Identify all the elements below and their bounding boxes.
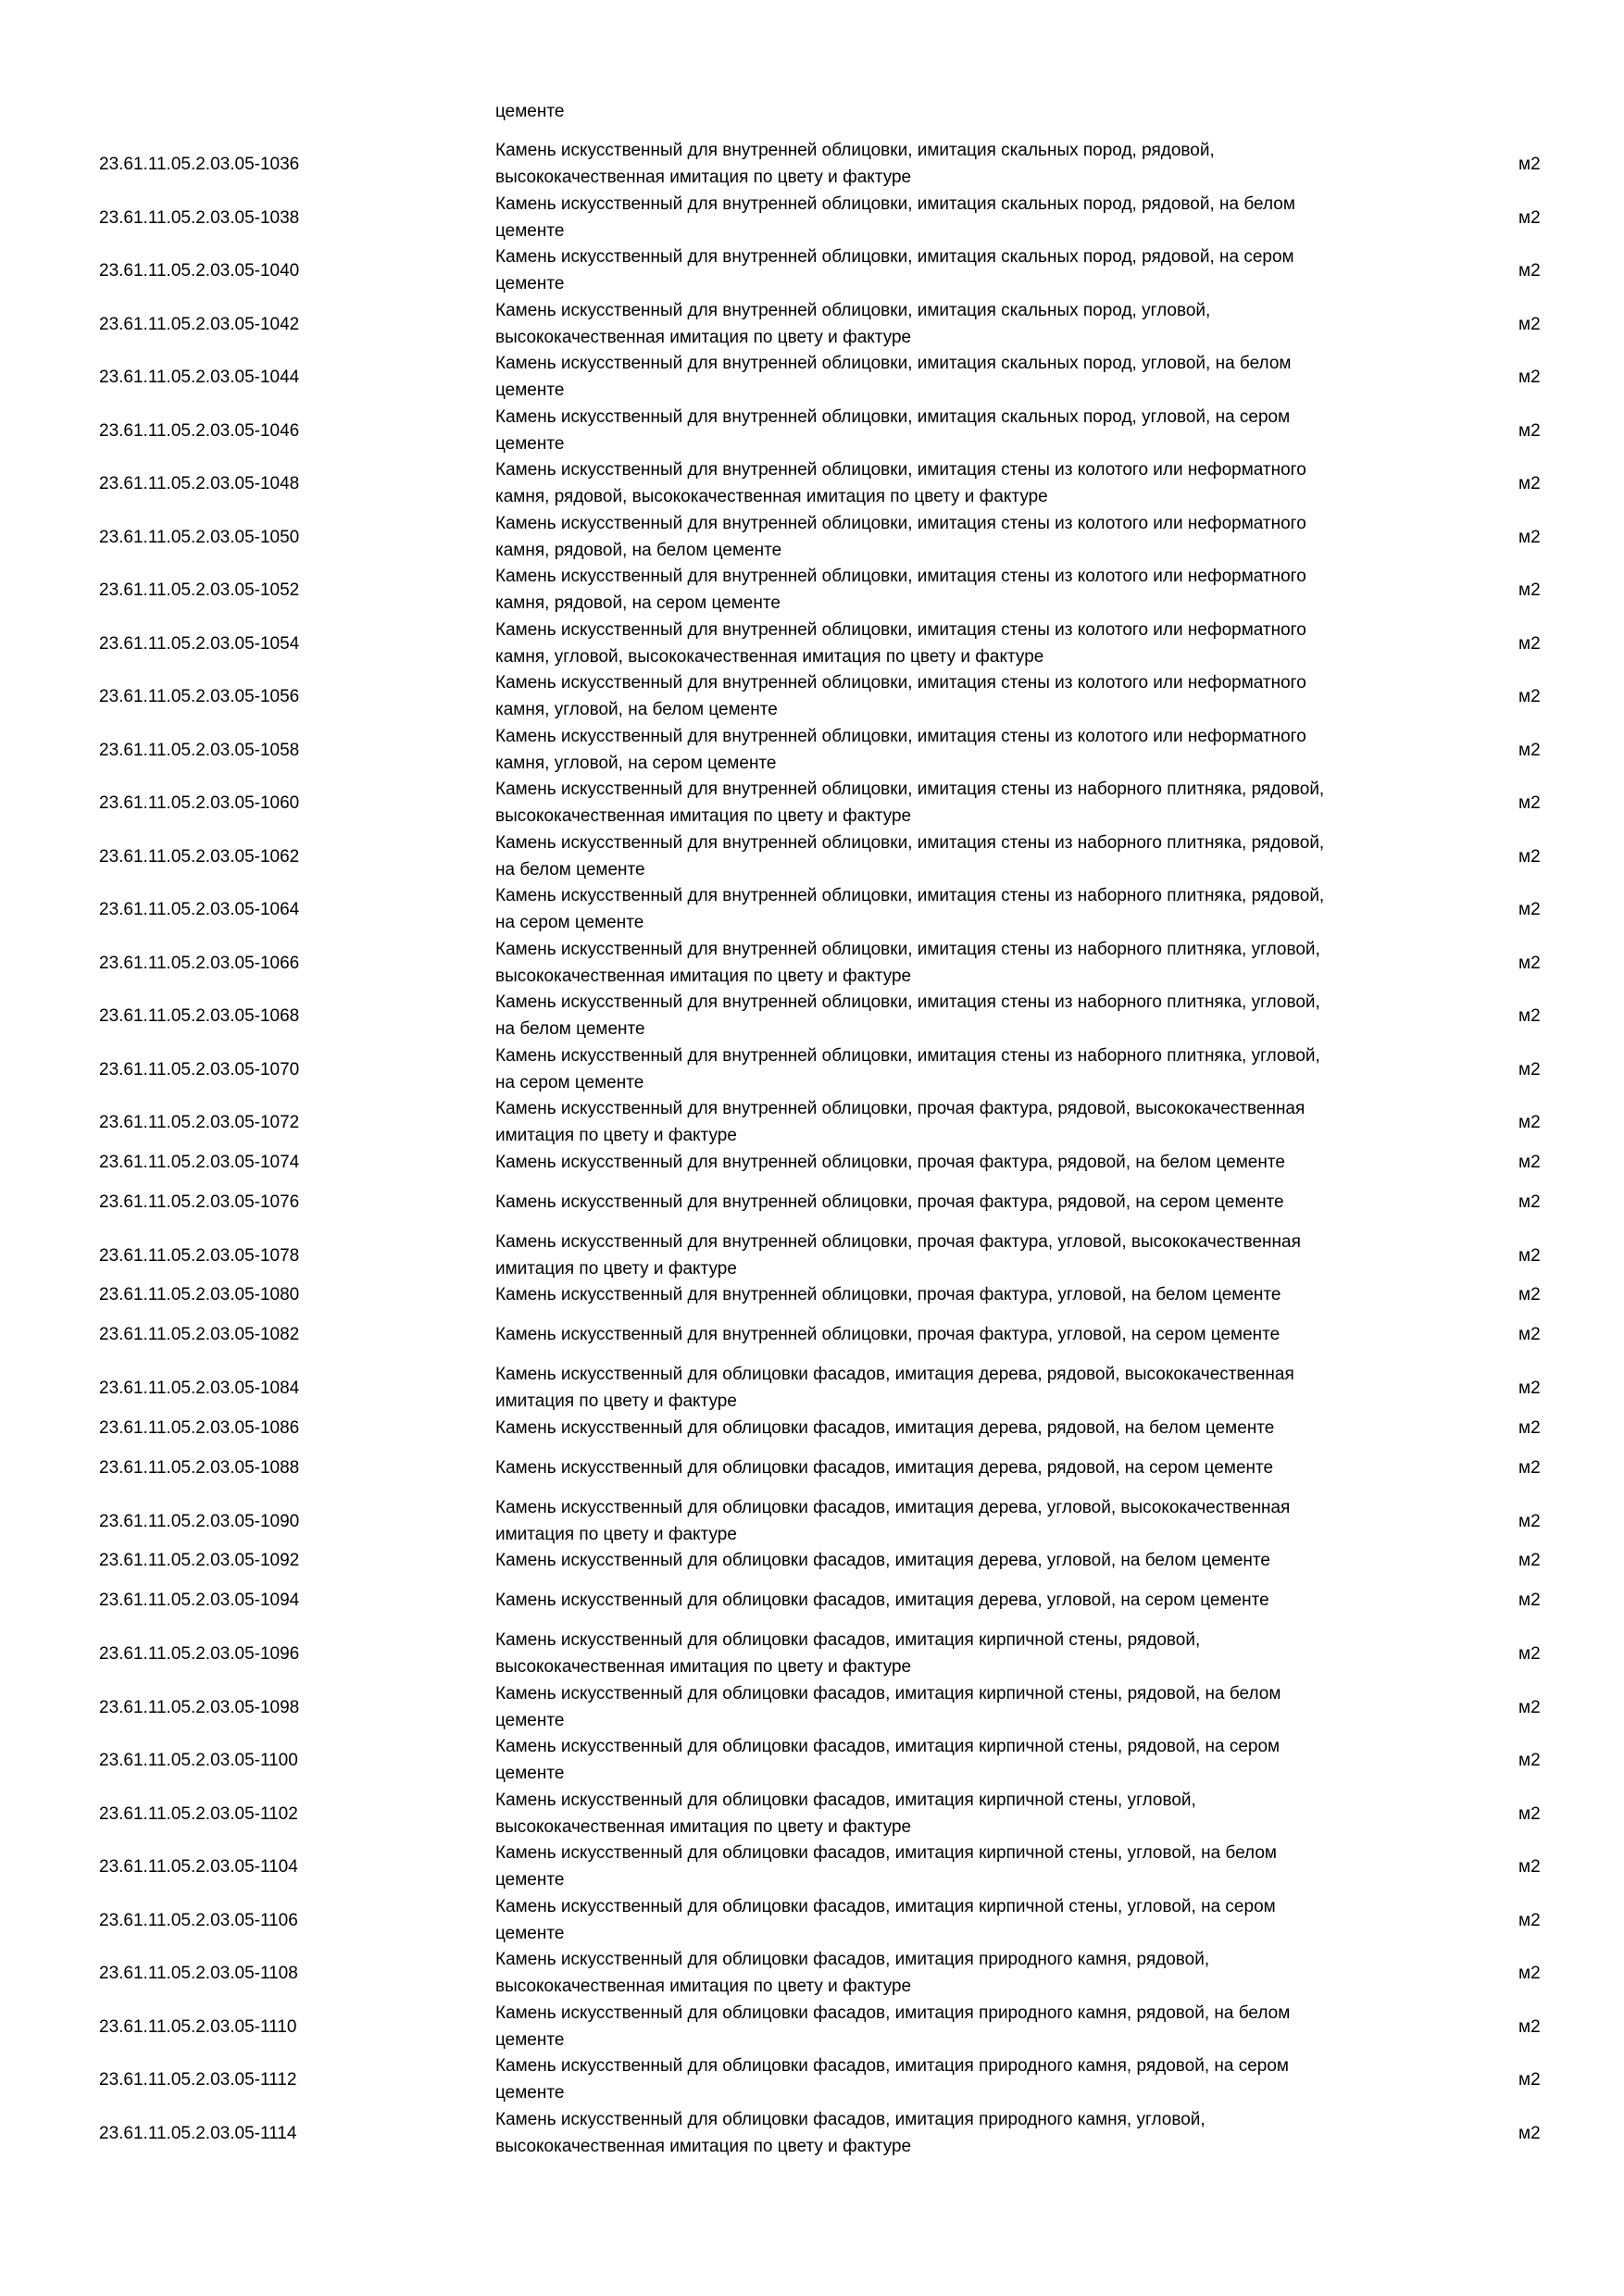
row-unit: м2 <box>1518 1192 1541 1212</box>
row-unit: м2 <box>1518 314 1541 334</box>
table-row <box>0 830 1624 883</box>
table-row <box>0 1587 1624 1614</box>
row-name: Камень искусственный для внутренней облицовки, имитация стены из наборного плитняка, рядовой, на сером цементе <box>495 886 1325 932</box>
row-name: Камень искусственный для внутренней облицовки, прочая фактура, угловой, высококачественная имитация по цвету и фактуре <box>495 1231 1301 1279</box>
row-name: Камень искусственный для внутренней облицовки, имитация скальных пород, угловой, высококачественная имитация по цвету и фактуре <box>495 300 1211 347</box>
table-row <box>0 563 1624 617</box>
row-unit: м2 <box>1518 1551 1541 1570</box>
row-name: Камень искусственный для внутренней облицовки, имитация скальных пород, рядовой, на сером цементе <box>495 247 1294 293</box>
row-name: Камень искусственный для внутренней облицовки, имитация скальных пород, рядовой, на белом цементе <box>495 193 1295 241</box>
row-name: Камень искусственный для внутренней облицовки, имитация стены из колотого или неформатного камня, рядовой, на белом цементе <box>495 513 1306 560</box>
row-name: Камень искусственный для облицовки фасадов, имитация кирпичной стены, рядовой, на белом цементе <box>495 1683 1281 1730</box>
row-unit: м2 <box>1518 793 1541 813</box>
table-row <box>0 1281 1624 1308</box>
continuation-text: цементе <box>495 102 565 121</box>
table-row <box>0 882 1624 936</box>
table-row <box>0 510 1624 564</box>
table-row <box>0 137 1624 191</box>
row-code: 23.61.11.05.2.03.05-1086 <box>99 1417 300 1438</box>
table-row <box>0 404 1624 457</box>
row-code: 23.61.11.05.2.03.05-1104 <box>99 1857 298 1877</box>
row-code: 23.61.11.05.2.03.05-1056 <box>99 687 300 706</box>
row-unit: м2 <box>1518 846 1541 867</box>
row-unit: м2 <box>1518 1245 1541 1266</box>
row-name: Камень искусственный для внутренней облицовки, имитация стены из наборного плитняка, угловой, на сером цементе <box>495 1045 1320 1092</box>
row-code: 23.61.11.05.2.03.05-1066 <box>99 953 300 973</box>
table-row <box>0 456 1624 510</box>
row-unit: м2 <box>1518 1511 1541 1531</box>
row-name: Камень искусственный для облицовки фасадов, имитация дерева, рядовой, на белом цементе <box>495 1417 1275 1438</box>
row-code: 23.61.11.05.2.03.05-1040 <box>99 261 300 281</box>
row-unit: м2 <box>1518 580 1541 600</box>
row-name: Камень искусственный для облицовки фасадов, имитация природного камня, угловой, высококачественная имитация по цвету и фактуре <box>495 2109 1206 2156</box>
row-unit: м2 <box>1518 1591 1541 1610</box>
table-row <box>0 1787 1624 1841</box>
table-row <box>0 1229 1624 1282</box>
table-row <box>0 297 1624 351</box>
table-row <box>0 1893 1624 1947</box>
table-row <box>0 1415 1624 1441</box>
row-unit: м2 <box>1518 1325 1541 1344</box>
row-unit: м2 <box>1518 740 1541 760</box>
row-code: 23.61.11.05.2.03.05-1048 <box>99 474 300 493</box>
row-name: Камень искусственный для облицовки фасадов, имитация кирпичной стены, рядовой, на сером цементе <box>495 1737 1280 1783</box>
table-row <box>0 617 1624 670</box>
row-name: Камень искусственный для внутренней облицовки, имитация стены из колотого или неформатного камня, угловой, на белом цементе <box>495 673 1306 719</box>
row-name: Камень искусственный для внутренней облицовки, имитация стены из колотого или неформатного камня, рядовой, высококачественная имитация по цвету и фактуре <box>495 460 1306 506</box>
row-code: 23.61.11.05.2.03.05-1100 <box>99 1751 298 1770</box>
row-code: 23.61.11.05.2.03.05-1054 <box>99 633 300 654</box>
row-unit: м2 <box>1518 1457 1541 1478</box>
row-unit: м2 <box>1518 1059 1541 1079</box>
table-row <box>0 1149 1624 1176</box>
table-row <box>0 1454 1624 1481</box>
row-name: Камень искусственный для облицовки фасадов, имитация кирпичной стены, угловой, на сером цементе <box>495 1896 1276 1943</box>
row-code: 23.61.11.05.2.03.05-1112 <box>99 2070 297 2090</box>
row-code: 23.61.11.05.2.03.05-1070 <box>99 1059 300 1079</box>
row-name: Камень искусственный для внутренней облицовки, прочая фактура, угловой, на белом цементе <box>495 1285 1281 1304</box>
row-unit: м2 <box>1518 1644 1541 1664</box>
row-unit: м2 <box>1518 953 1541 973</box>
row-code: 23.61.11.05.2.03.05-1058 <box>99 740 300 760</box>
row-unit: м2 <box>1518 687 1541 706</box>
row-code: 23.61.11.05.2.03.05-1090 <box>99 1511 300 1531</box>
row-name: Камень искусственный для внутренней облицовки, имитация стены из наборного плитняка, угловой, на белом цементе <box>495 992 1320 1039</box>
row-code: 23.61.11.05.2.03.05-1098 <box>99 1697 300 1717</box>
row-code: 23.61.11.05.2.03.05-1106 <box>99 1910 298 1930</box>
row-name: Камень искусственный для облицовки фасадов, имитация кирпичной стены, рядовой, высококачественная имитация по цвету и фактуре <box>495 1630 1201 1677</box>
row-name: Камень искусственный для внутренней облицовки, прочая фактура, рядовой, на белом цементе <box>495 1152 1285 1172</box>
row-code: 23.61.11.05.2.03.05-1094 <box>99 1591 300 1610</box>
row-code: 23.61.11.05.2.03.05-1044 <box>99 368 300 387</box>
row-unit: м2 <box>1518 1285 1541 1304</box>
row-code: 23.61.11.05.2.03.05-1064 <box>99 900 300 919</box>
row-code: 23.61.11.05.2.03.05-1062 <box>99 846 300 867</box>
row-name: Камень искусственный для облицовки фасадов, имитация дерева, угловой, на сером цементе <box>495 1591 1269 1610</box>
row-name: Камень искусственный для внутренней облицовки, имитация скальных пород, угловой, на белом цементе <box>495 354 1292 400</box>
row-code: 23.61.11.05.2.03.05-1036 <box>99 155 300 174</box>
row-code: 23.61.11.05.2.03.05-1084 <box>99 1379 300 1398</box>
row-unit: м2 <box>1518 1751 1541 1770</box>
row-unit: м2 <box>1518 2123 1541 2143</box>
row-unit: м2 <box>1518 155 1541 174</box>
row-code: 23.61.11.05.2.03.05-1088 <box>99 1457 300 1478</box>
row-unit: м2 <box>1518 474 1541 493</box>
row-code: 23.61.11.05.2.03.05-1068 <box>99 1006 300 1026</box>
row-name: Камень искусственный для облицовки фасадов, имитация дерева, рядовой, высококачественная имитация по цвету и фактуре <box>495 1365 1294 1411</box>
row-name: Камень искусственный для внутренней облицовки, имитация стены из наборного плитняка, рядовой, на белом цементе <box>495 832 1325 880</box>
row-unit: м2 <box>1518 1910 1541 1930</box>
row-unit: м2 <box>1518 2070 1541 2090</box>
row-name: Камень искусственный для облицовки фасадов, имитация кирпичной стены, угловой, на белом цементе <box>495 1843 1277 1890</box>
row-unit: м2 <box>1518 1113 1541 1132</box>
row-code: 23.61.11.05.2.03.05-1076 <box>99 1192 300 1212</box>
row-name: Камень искусственный для облицовки фасадов, имитация природного камня, рядовой, высококачественная имитация по цвету и фактуре <box>495 1950 1210 1996</box>
table-row <box>0 723 1624 777</box>
table-row <box>0 1680 1624 1734</box>
row-code: 23.61.11.05.2.03.05-1046 <box>99 420 300 441</box>
row-name: Камень искусственный для внутренней облицовки, имитация стены из колотого или неформатного камня, угловой, на сером цементе <box>495 726 1306 773</box>
row-code: 23.61.11.05.2.03.05-1110 <box>99 2016 297 2037</box>
table-row <box>0 989 1624 1042</box>
row-unit: м2 <box>1518 1379 1541 1398</box>
row-name: Камень искусственный для внутренней облицовки, имитация скальных пород, рядовой, высококачественная имитация по цвету и фактуре <box>495 141 1215 187</box>
table-row <box>0 1547 1624 1574</box>
row-name: Камень искусственный для внутренней облицовки, прочая фактура, рядовой, на сером цементе <box>495 1192 1284 1212</box>
table-row <box>0 669 1624 723</box>
row-code: 23.61.11.05.2.03.05-1042 <box>99 314 300 334</box>
row-name: Камень искусственный для внутренней облицовки, имитация стены из наборного плитняка, угловой, высококачественная имитация по цвету и фактуре <box>495 939 1320 986</box>
row-unit: м2 <box>1518 261 1541 281</box>
row-code: 23.61.11.05.2.03.05-1082 <box>99 1325 300 1344</box>
row-unit: м2 <box>1518 527 1541 547</box>
row-unit: м2 <box>1518 900 1541 919</box>
row-code: 23.61.11.05.2.03.05-1114 <box>99 2123 297 2143</box>
row-name: Камень искусственный для внутренней облицовки, прочая фактура, угловой, на сером цементе <box>495 1325 1280 1344</box>
row-name: Камень искусственный для облицовки фасадов, имитация природного камня, рядовой, на сером цементе <box>495 2056 1289 2103</box>
row-code: 23.61.11.05.2.03.05-1050 <box>99 527 300 547</box>
table-row <box>0 1095 1624 1149</box>
table-row <box>0 1946 1624 2000</box>
row-code: 23.61.11.05.2.03.05-1074 <box>99 1152 300 1172</box>
row-unit: м2 <box>1518 1857 1541 1877</box>
table-row <box>0 1494 1624 1548</box>
row-unit: м2 <box>1518 368 1541 387</box>
row-name: Камень искусственный для облицовки фасадов, имитация природного камня, рядовой, на белом цементе <box>495 2003 1291 2050</box>
row-code: 23.61.11.05.2.03.05-1096 <box>99 1644 300 1664</box>
row-name: Камень искусственный для облицовки фасадов, имитация дерева, рядовой, на сером цементе <box>495 1457 1274 1478</box>
table-row <box>0 1189 1624 1216</box>
row-code: 23.61.11.05.2.03.05-1108 <box>99 1964 298 1983</box>
row-name: Камень искусственный для внутренней облицовки, имитация скальных пород, угловой, на сером цементе <box>495 406 1291 454</box>
table-row <box>0 776 1624 830</box>
row-name: Камень искусственный для облицовки фасадов, имитация дерева, угловой, высококачественная имитация по цвету и фактуре <box>495 1497 1291 1544</box>
row-code: 23.61.11.05.2.03.05-1092 <box>99 1551 300 1570</box>
table-row <box>0 1321 1624 1348</box>
row-unit: м2 <box>1518 207 1541 228</box>
row-name: Камень искусственный для облицовки фасадов, имитация кирпичной стены, угловой, высококачественная имитация по цвету и фактуре <box>495 1790 1196 1837</box>
row-name: Камень искусственный для внутренней облицовки, имитация стены из колотого или неформатного камня, угловой, высококачественная имитация по цвету и фактуре <box>495 619 1306 667</box>
table-row <box>0 1733 1624 1787</box>
row-unit: м2 <box>1518 633 1541 654</box>
table-row <box>0 350 1624 404</box>
row-unit: м2 <box>1518 1006 1541 1026</box>
row-code: 23.61.11.05.2.03.05-1038 <box>99 207 300 228</box>
table-row <box>0 2106 1624 2160</box>
row-unit: м2 <box>1518 420 1541 441</box>
table-row <box>0 1042 1624 1096</box>
row-unit: м2 <box>1518 1964 1541 1983</box>
row-unit: м2 <box>1518 1417 1541 1438</box>
row-code: 23.61.11.05.2.03.05-1052 <box>99 580 300 600</box>
row-name: Камень искусственный для внутренней облицовки, имитация стены из колотого или неформатного камня, рядовой, на сером цементе <box>495 567 1306 613</box>
row-unit: м2 <box>1518 1697 1541 1717</box>
row-code: 23.61.11.05.2.03.05-1080 <box>99 1285 300 1304</box>
row-code: 23.61.11.05.2.03.05-1060 <box>99 793 300 813</box>
row-unit: м2 <box>1518 2016 1541 2037</box>
table-row <box>0 243 1624 297</box>
table-row <box>0 2000 1624 2053</box>
table-row <box>0 191 1624 244</box>
row-name: Камень искусственный для внутренней облицовки, прочая фактура, рядовой, высококачественная имитация по цвету и фактуре <box>495 1099 1305 1145</box>
row-code: 23.61.11.05.2.03.05-1072 <box>99 1113 300 1132</box>
row-unit: м2 <box>1518 1152 1541 1172</box>
table-row <box>0 1627 1624 1680</box>
table-row <box>0 2053 1624 2106</box>
row-unit: м2 <box>1518 1803 1541 1824</box>
row-code: 23.61.11.05.2.03.05-1078 <box>99 1245 300 1266</box>
table-row <box>0 936 1624 990</box>
row-code: 23.61.11.05.2.03.05-1102 <box>99 1803 298 1824</box>
table-row <box>0 1361 1624 1415</box>
table-row <box>0 1840 1624 1893</box>
row-name: Камень искусственный для облицовки фасадов, имитация дерева, угловой, на белом цементе <box>495 1551 1270 1570</box>
row-name: Камень искусственный для внутренней облицовки, имитация стены из наборного плитняка, рядовой, высококачественная имитация по цвету и фактуре <box>495 780 1325 826</box>
